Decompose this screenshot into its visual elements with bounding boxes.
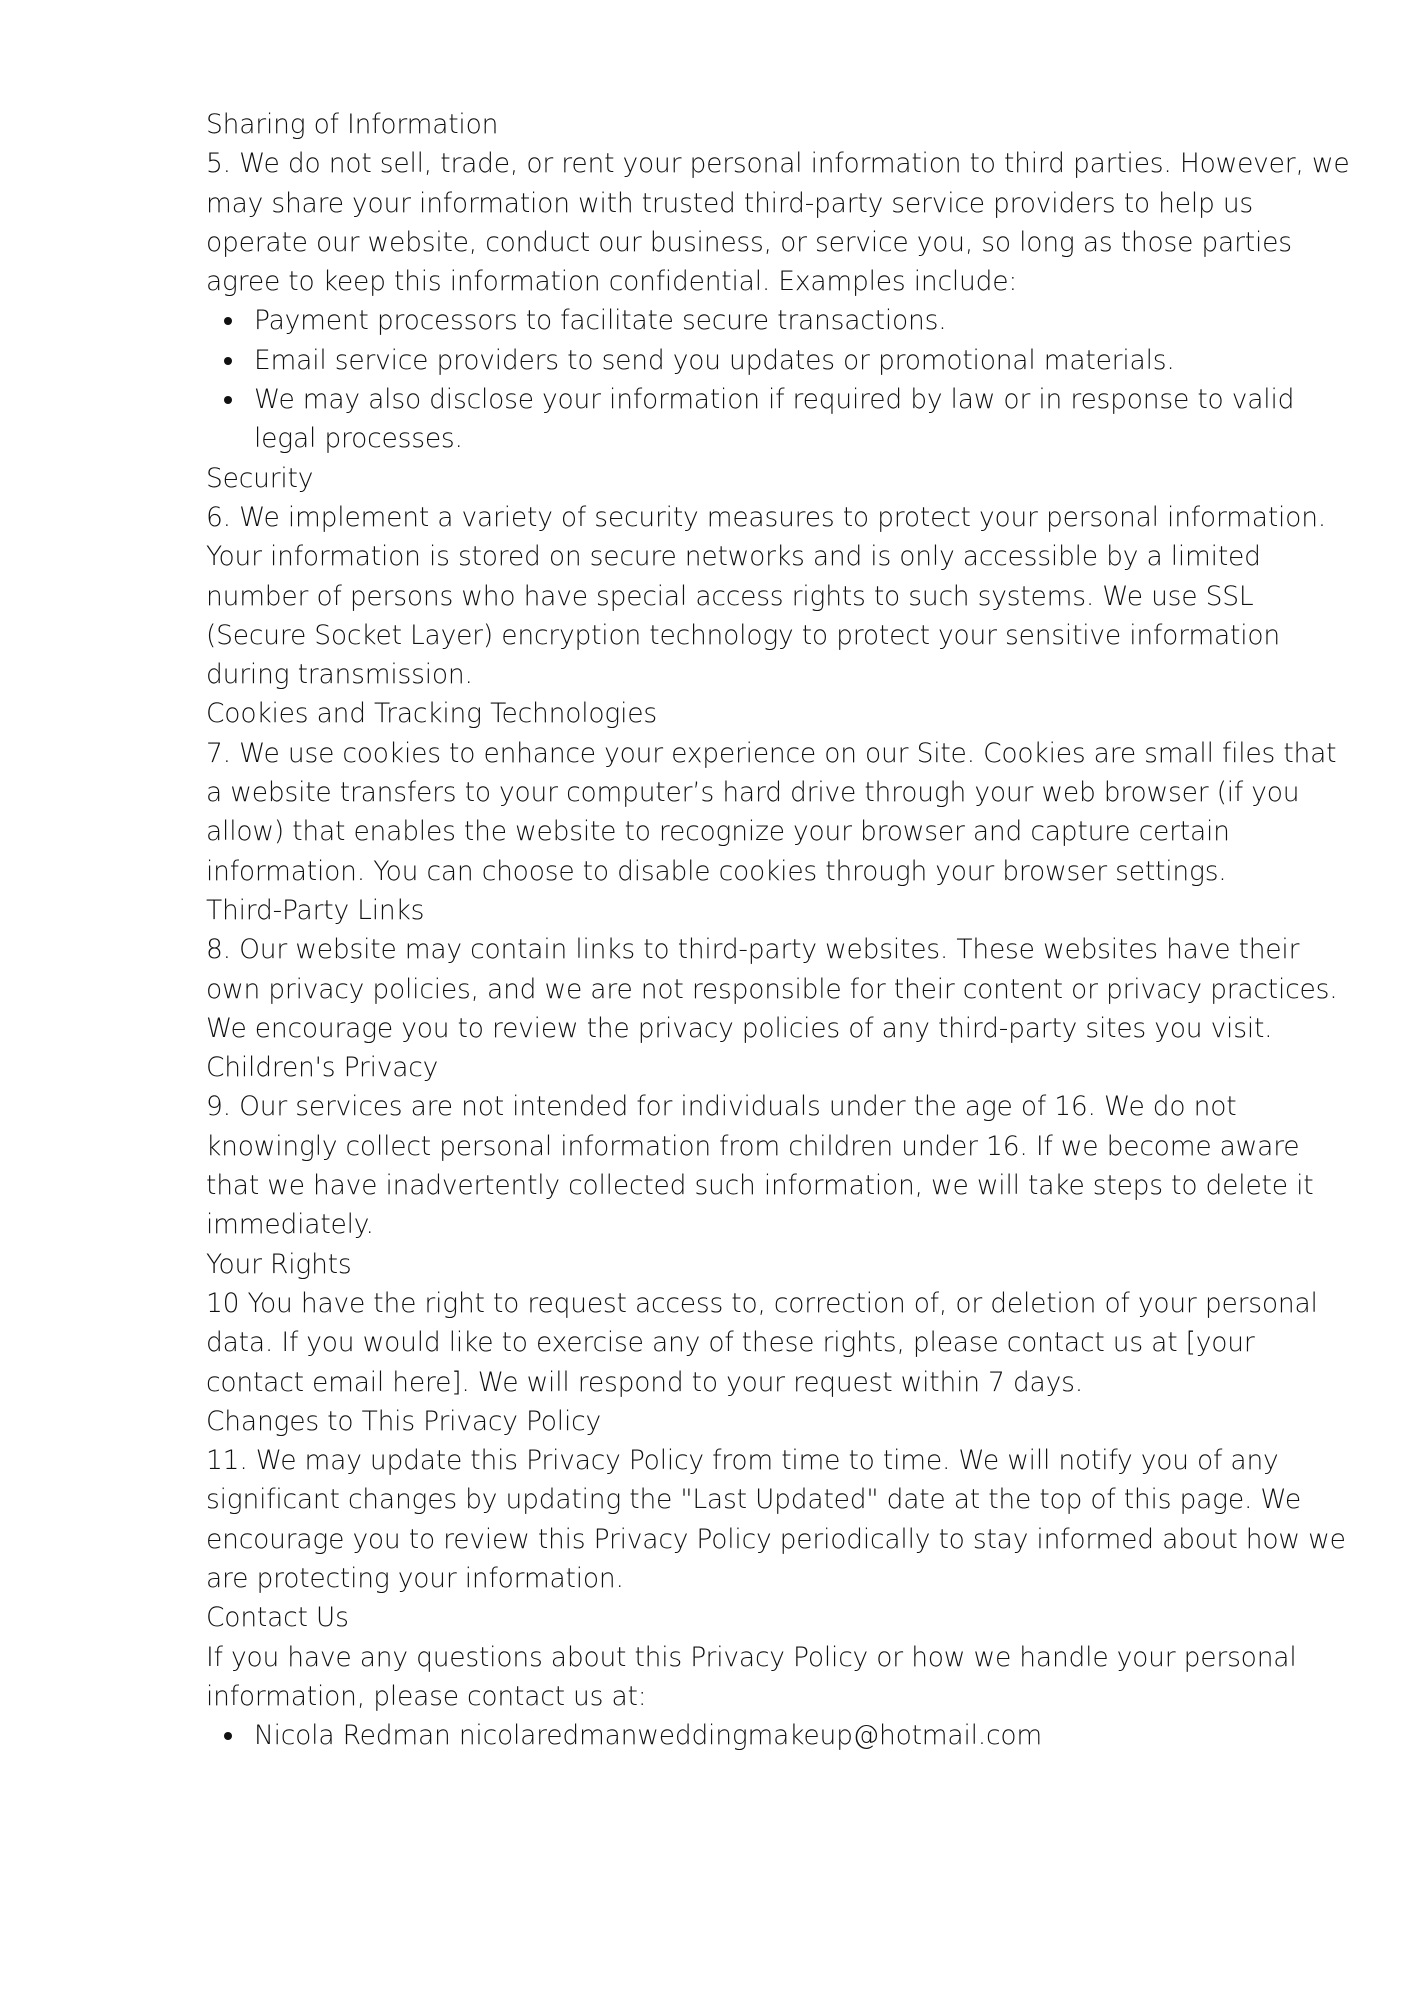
sharing-heading: Sharing of Information (206, 109, 499, 140)
bullet-dot-icon (224, 317, 232, 325)
list-item (206, 380, 1356, 459)
policy-changes-paragraph: 11. We may update this Privacy Policy from time to time. We will notify you of any significant changes by updating the "Last Updated" date at the top of this page. We encourage you to review this Privacy Policy periodically to stay informed about how we are protecting your information. (206, 1445, 1346, 1594)
contact-us-heading: Contact Us (206, 1602, 349, 1634)
cookies-paragraph: 7. We use cookies to enhance your experience on our Site. Cookies are small files that a website transfers to your computer’s hard drive through your web browser (if you allow) that enables the website to recognize your browser and capture certain information. You can choose to disable cookies through your browser settings. (206, 737, 1337, 887)
security-heading: Security (206, 462, 314, 494)
third-party-links-heading: Third-Party Links (206, 894, 425, 926)
list-item (206, 301, 1356, 340)
childrens-privacy-paragraph: 9. Our services are not intended for individuals under the age of 16. We do not knowingly collect personal information from children under 16. If we become aware that we have inadvertently collected such information, we will take steps to delete it immediately. (206, 1091, 1314, 1241)
contact-details-text: Nicola Redman nicolaredmanweddingmakeup@hotmail.com (254, 1720, 1042, 1752)
bullet-dot-icon (224, 357, 232, 365)
sharing-bullet-list (206, 301, 1356, 458)
list-item-text: Payment processors to facilitate secure transactions. (254, 305, 947, 337)
your-rights-heading: Your Rights (206, 1248, 352, 1280)
sharing-paragraph: 5. We do not sell, trade, or rent your personal information to third parties. However, we may share your information with trusted third-party service providers to help us operate our website, conduct our business, or service you, so long as those parties agree to keep this information confidential. Examples include: (206, 148, 1350, 298)
list-item (206, 341, 1356, 380)
list-item (206, 1716, 1356, 1755)
list-item-text: We may also disclose your information if required by law or in response to valid legal processes. (254, 384, 1295, 455)
contact-bullet-list (206, 1716, 1356, 1755)
your-rights-paragraph: 10 You have the right to request access to, correction of, or deletion of your personal data. If you would like to exercise any of these rights, please contact us at [your contact email here]. We will respond to your request within 7 days. (206, 1287, 1318, 1398)
third-party-links-paragraph: 8. Our website may contain links to third-party websites. These websites have their own privacy policies, and we are not responsible for their content or privacy practices. We encourage you to review the privacy policies of any third-party sites you visit. (206, 934, 1338, 1044)
privacy-policy-page (206, 105, 1356, 1755)
contact-us-paragraph: If you have any questions about this Privacy Policy or how we handle your personal information, please contact us at: (206, 1641, 1297, 1712)
bullet-dot-icon (224, 396, 232, 404)
policy-changes-heading: Changes to This Privacy Policy (206, 1405, 601, 1437)
childrens-privacy-heading: Children's Privacy (206, 1052, 439, 1084)
cookies-heading: Cookies and Tracking Technologies (206, 698, 657, 730)
bullet-dot-icon (224, 1732, 232, 1740)
security-paragraph: 6. We implement a variety of security measures to protect your personal information. Your information is stored on secure networks and is only accessible by a limited number of persons who have special access rights to such systems. We use SSL (Secure Socket Layer) encryption technology to protect your sensitive information during transmission. (206, 501, 1327, 691)
list-item-text: Email service providers to send you updates or promotional materials. (254, 344, 1175, 376)
